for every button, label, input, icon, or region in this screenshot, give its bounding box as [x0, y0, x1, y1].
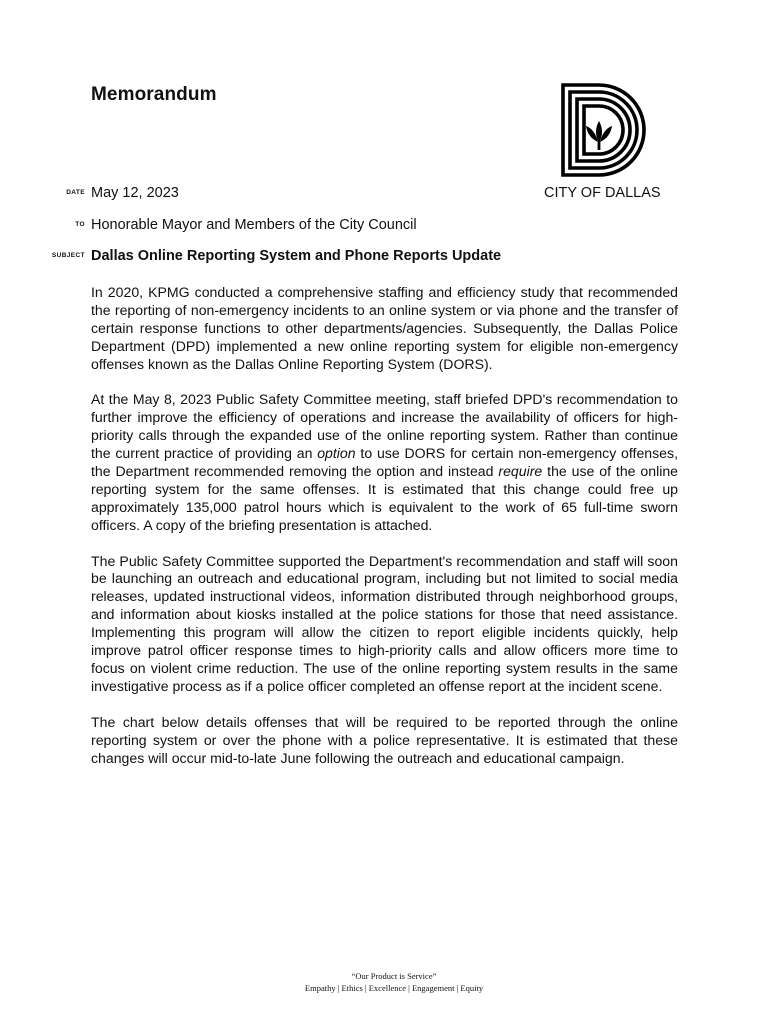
- footer: [0, 970, 768, 994]
- footer-values: Empathy | Ethics | Excellence | Engagement | Equity: [304, 983, 484, 993]
- body-paragraph-4: The chart below details offenses that will be required to be reported through the online reporting system or over the phone with a police representative. It is estimated that these changes will occur mid-to-late June following the outreach and educational campaign.: [91, 713, 678, 766]
- body-paragraph-1: In 2020, KPMG conducted a comprehensive staffing and efficiency study that recommended the reporting of non-emergency incidents to an online system or via phone and the transfer of certain response functions to other departments/agencies. Subsequently, the Dallas Police Department (DPD) implemented a new online reporting system for eligible non-emergency offenses known as the Dallas Online Reporting System (DORS).: [91, 284, 678, 372]
- date-label: DATE: [66, 189, 85, 196]
- require-emphasis: require: [498, 463, 543, 480]
- subject-label: SUBJECT: [51, 252, 85, 259]
- paragraph-2-text-1: At the May 8, 2023 Public Safety Committee meeting, staff briefed DPD's recommendation to further improve the efficiency of operations and increase the availability of officers for high-priority calls through the expanded use of the online reporting system. Rather than continue the current practice of providing an: [91, 391, 678, 462]
- paragraph-2-text-3: the use of the online reporting system for the same offenses. It is estimated that this change could free up approximately 135,000 patrol hours which is equivalent to the work of 65 full-time sworn officers. A copy of the briefing presentation is attached.: [91, 463, 679, 533]
- footer-motto: “Our Product is Service”: [351, 971, 437, 981]
- date-value: May 12, 2023: [91, 185, 179, 201]
- memo-title: Memorandum: [91, 84, 217, 105]
- to-value: Honorable Mayor and Members of the City Council: [91, 217, 417, 233]
- body-paragraph-2: [91, 391, 678, 534]
- option-emphasis: option: [317, 445, 356, 462]
- body-paragraph-3: The Public Safety Committee supported the Department's recommendation and staff will soon be launching an outreach and educational program, including but not limited to social media releases, updated instructional videos, information distributed through neighborhood groups, and information about kiosks installed at the police stations for those that need assistance. Implementing this program will allow the citizen to report eligible incidents quickly, help improve patrol officer response times to high-priority calls and allow officers more time to focus on violent crime reduction. The use of the online reporting system results in the same investigative process as if a police officer completed an offense report at the incident scene.: [91, 552, 678, 694]
- memo-body: [91, 284, 678, 785]
- city-name: CITY OF DALLAS: [544, 185, 661, 201]
- subject-value: Dallas Online Reporting System and Phone Reports Update: [91, 248, 502, 264]
- to-label: TO: [75, 221, 85, 228]
- city-of-dallas-logo-icon: [561, 83, 649, 177]
- paragraph-2-text-2: to use DORS for certain non-emergency offenses, the Department recommended removing the option and instead: [91, 445, 678, 480]
